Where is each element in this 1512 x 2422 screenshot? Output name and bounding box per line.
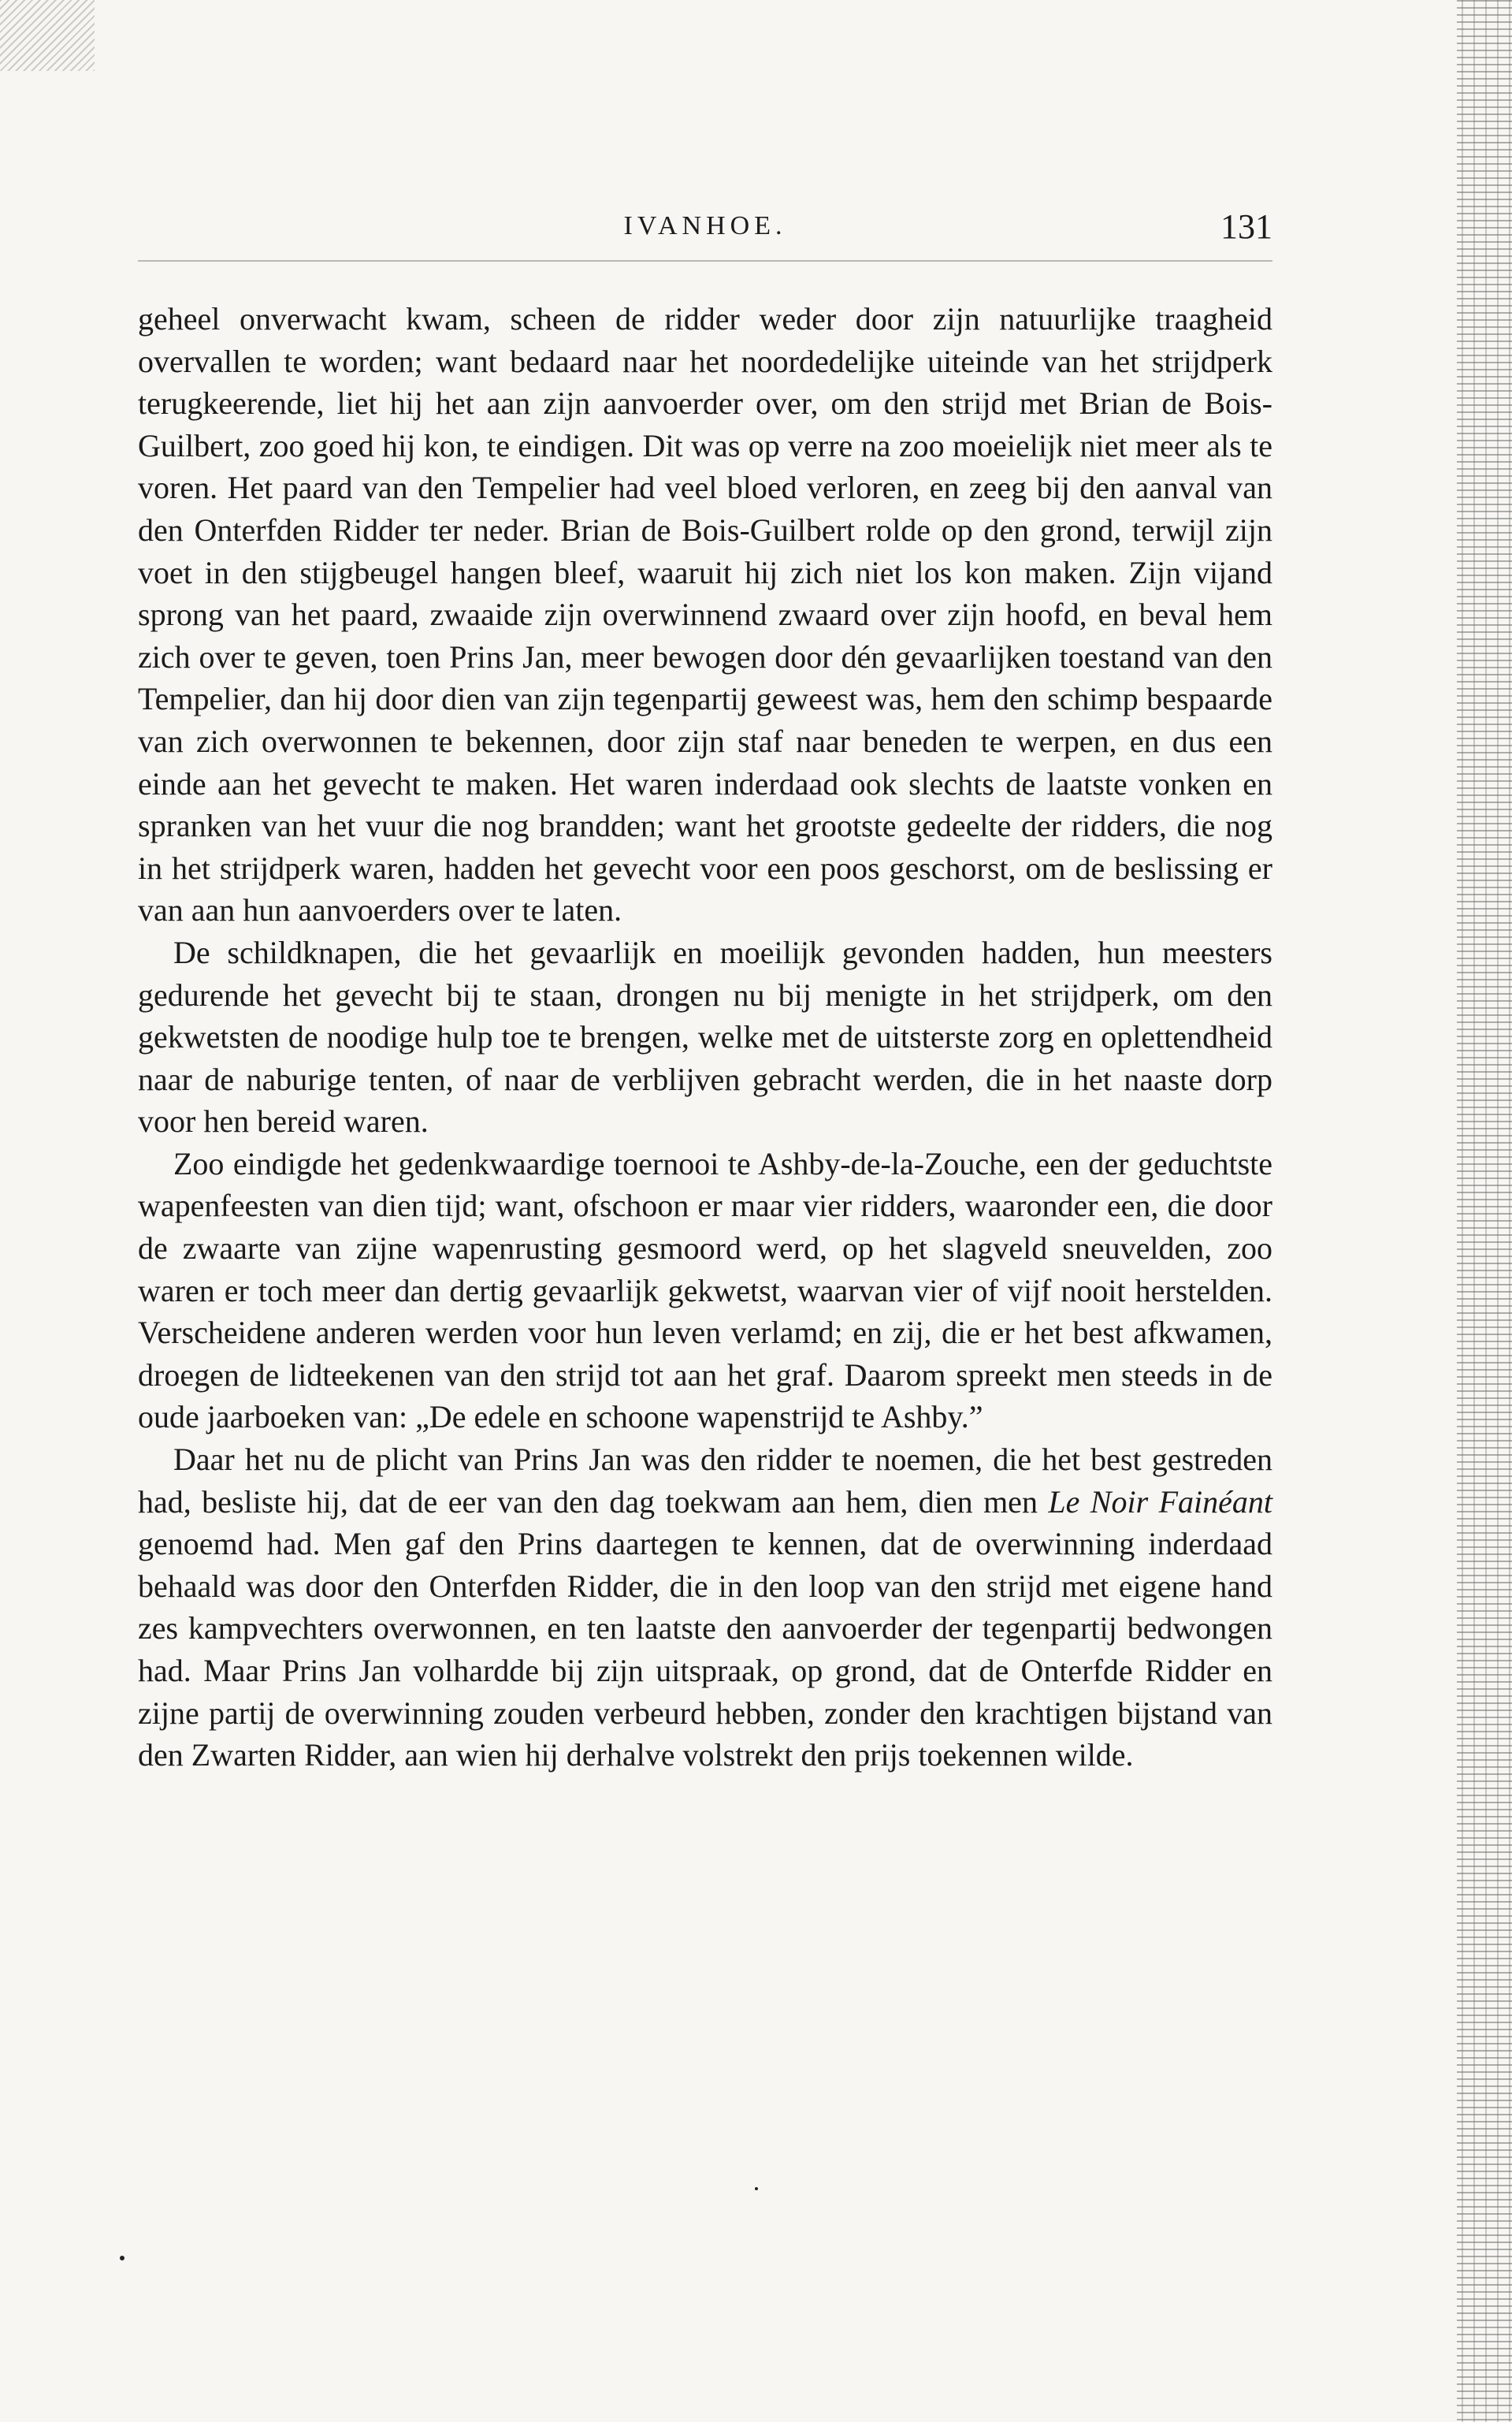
body-text bbox=[138, 298, 1272, 1777]
text-segment: geheel onverwacht kwam, scheen de ridder weder door zijn natuurlijke traagheid overvallen te worden; want bedaard naar het noordedelijke uiteinde van het strijdperk terugkeerende, liet hij het aan zijn aanvoerder over, om den strijd met Brian de Bois-Guilbert, zoo goed hij kon, te eindigen. Dit was op verre na zoo moeielijk niet meer als te voren. Het paard van den Tempelier had veel bloed verloren, en zeeg bij den aanval van den Onterfden Ridder ter neder. Brian de Bois-Guilbert rolde op den grond, terwijl zijn voet in den stijgbeugel hangen bleef, waaruit hij zich niet los kon maken. Zijn vijand sprong van het paard, zwaaide zijn overwinnend zwaard over zijn hoofd, en beval hem zich over te geven, toen Prins Jan, meer bewogen door dén gevaarlijken toestand van den Tempelier, dan hij door dien van zijn tegenpartij geweest was, hem den schimp bespaarde van zich overwonnen te bekennen, door zijn staf naar beneden te werpen, en dus een einde aan het gevecht te maken. Het waren inderdaad ook slechts de laatste vonken en spranken van het vuur die nog brandden; want het grootste gedeelte der ridders, die nog in het strijdperk waren, hadden het gevecht voor een poos geschorst, om de beslissing er van aan hun aanvoerders over te laten. bbox=[138, 301, 1272, 928]
paragraph bbox=[138, 1438, 1272, 1777]
paragraph bbox=[138, 298, 1272, 932]
paragraph bbox=[138, 932, 1272, 1143]
page-header bbox=[138, 207, 1272, 259]
italic-phrase: Le Noir Fainéant bbox=[1048, 1483, 1272, 1520]
running-title: IVANHOE. bbox=[623, 211, 787, 240]
text-segment: Zoo eindigde het gedenkwaardige toernooi te Ashby-de-la-Zouche, een der geduchtste wapenfeesten van dien tijd; want, ofschoon er maar vier ridders, waaronder een, die door de zwaarte van zijne wapenrusting gesmoord werd, op het slagveld sneuvelden, zoo waren er toch meer dan dertig gevaarlijk gekwetst, waarvan vier of vijf nooit herstelden. Verscheidene anderen werden voor hun leven verlamd; en zij, die er het best afkwamen, droegen de lidteekenen van den strijd tot aan het graf. Daarom spreekt men steeds in de oude jaarboeken van: „De edele en schoone wapenstrijd te Ashby.” bbox=[138, 1145, 1272, 1435]
text-segment: De schildknapen, die het gevaarlijk en moeilijk gevonden hadden, hun meesters gedurende het gevecht bij te staan, drongen nu bij menigte in het strijdperk, om den gekwetsten de noodige hulp toe te brengen, welke met de uitsterste zorg en oplettendheid naar de naburige tenten, of naar de verblijven gebracht werden, die in het naaste dorp voor hen bereid waren. bbox=[138, 934, 1272, 1140]
header-rule bbox=[138, 260, 1272, 262]
page-number: 131 bbox=[1220, 207, 1272, 246]
paragraph bbox=[138, 1143, 1272, 1438]
page-corner-speckle bbox=[0, 0, 95, 71]
text-segment: Daar het nu de plicht van Prins Jan was den ridder te noemen, die het best gestreden had, besliste hij, dat de eer van den dag toekwam aan hem, dien men bbox=[138, 1442, 1272, 1520]
text-segment: genoemd had. Men gaf den Prins daartegen te kennen, dat de overwinning inderdaad behaald was door den Onterfden Ridder, die in den loop van den strijd met eigene hand zes kampvechters overwonnen, en ten laatste den aanvoerder der tegenpartij bedwongen had. Maar Prins Jan volhardde bij zijn uitspraak, op grond, dat de Onterfde Ridder en zijne partij de overwinning zouden verbeurd hebben, zonder den krachtigen bijstand van den Zwarten Ridder, aan wien hij derhalve volstrekt den prijs toekennen wilde. bbox=[138, 1526, 1272, 1773]
ink-speck bbox=[120, 2256, 124, 2260]
page-edge-speckle bbox=[1457, 0, 1512, 2422]
ink-speck bbox=[755, 2187, 758, 2190]
